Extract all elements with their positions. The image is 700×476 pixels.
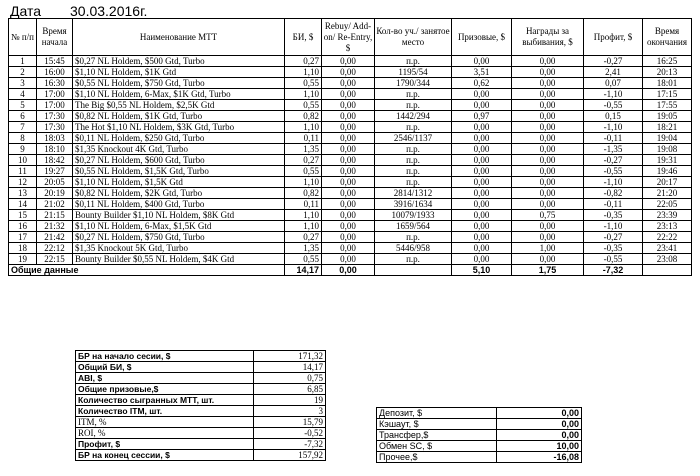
row-bounty: 0,00 [512, 254, 584, 265]
row-place: 2814/1312 [375, 188, 452, 199]
row-profit: -0,11 [584, 199, 643, 210]
row-end: 20:17 [643, 177, 692, 188]
row-profit: -0,35 [584, 243, 643, 254]
row-name: $0,11 NL Holdem, $400 Gtd, Turbo [73, 199, 285, 210]
table-row [9, 199, 692, 210]
table-row [9, 243, 692, 254]
row-profit: 2,41 [584, 67, 643, 78]
row-prize: 0,00 [452, 199, 512, 210]
table-row [9, 155, 692, 166]
row-profit: -0,27 [584, 232, 643, 243]
summary-value: 15,79 [254, 417, 326, 428]
row-bounty: 0,00 [512, 199, 584, 210]
row-rebuy: 0,00 [322, 144, 375, 155]
row-end: 20:13 [643, 67, 692, 78]
row-profit: -1,35 [584, 144, 643, 155]
cashflow-key: Кэшаут, $ [377, 419, 497, 430]
summary-value: 14,17 [254, 362, 326, 373]
summary-row [76, 450, 326, 461]
row-num: 4 [9, 89, 37, 100]
row-end: 19:08 [643, 144, 692, 155]
totals-row [9, 265, 692, 276]
row-name: The Big $0,55 NL Holdem, $2,5K Gtd [73, 100, 285, 111]
row-name: $0,27 NL Holdem, $750 Gtd, Turbo [73, 232, 285, 243]
header-bounty: Награды за выбивания, $ [512, 19, 584, 56]
row-num: 9 [9, 144, 37, 155]
row-prize: 0,00 [452, 232, 512, 243]
row-bounty: 0,00 [512, 111, 584, 122]
row-bi: 0,27 [285, 56, 322, 67]
row-end: 18:01 [643, 78, 692, 89]
row-prize: 0,00 [452, 133, 512, 144]
row-prize: 0,00 [452, 155, 512, 166]
row-name: $1,10 NL Holdem, $1,5K Gtd [73, 177, 285, 188]
row-rebuy: 0,00 [322, 254, 375, 265]
row-end: 22:22 [643, 232, 692, 243]
row-num: 6 [9, 111, 37, 122]
row-rebuy: 0,00 [322, 199, 375, 210]
row-bounty: 0,00 [512, 56, 584, 67]
summary-table [75, 350, 326, 461]
row-bi: 1,10 [285, 89, 322, 100]
table-row [9, 56, 692, 67]
row-bounty: 0,00 [512, 78, 584, 89]
row-bounty: 0,00 [512, 133, 584, 144]
row-bounty: 0,00 [512, 166, 584, 177]
row-rebuy: 0,00 [322, 243, 375, 254]
row-end: 21:20 [643, 188, 692, 199]
row-bounty: 1,00 [512, 243, 584, 254]
row-profit: 0,15 [584, 111, 643, 122]
row-place: п.р. [375, 166, 452, 177]
row-num: 19 [9, 254, 37, 265]
header-profit: Профит, $ [584, 19, 643, 56]
row-rebuy: 0,00 [322, 89, 375, 100]
row-rebuy: 0,00 [322, 100, 375, 111]
row-time: 21:42 [37, 232, 73, 243]
header-time: Время начала [37, 19, 73, 56]
table-row [9, 133, 692, 144]
row-bi: 1,10 [285, 177, 322, 188]
row-bi: 0,82 [285, 188, 322, 199]
header-name: Наименование МТТ [73, 19, 285, 56]
summary-value: -0,52 [254, 428, 326, 439]
row-time: 18:03 [37, 133, 73, 144]
row-profit: -0,11 [584, 133, 643, 144]
row-prize: 3,51 [452, 67, 512, 78]
row-time: 20:19 [37, 188, 73, 199]
row-rebuy: 0,00 [322, 155, 375, 166]
row-profit: 0,07 [584, 78, 643, 89]
summary-row [76, 406, 326, 417]
row-name: $0,82 NL Holdem, $1K Gtd, Turbo [73, 111, 285, 122]
row-end: 19:05 [643, 111, 692, 122]
row-bi: 1,10 [285, 210, 322, 221]
row-name: $0,55 NL Holdem, $750 Gtd, Turbo [73, 78, 285, 89]
row-num: 16 [9, 221, 37, 232]
row-prize: 0,00 [452, 122, 512, 133]
header-num: № п/п [9, 19, 37, 56]
row-bi: 1,10 [285, 122, 322, 133]
table-row [9, 100, 692, 111]
row-place: 3916/1634 [375, 199, 452, 210]
row-time: 21:15 [37, 210, 73, 221]
summary-row [76, 362, 326, 373]
row-time: 17:30 [37, 122, 73, 133]
row-num: 3 [9, 78, 37, 89]
row-bi: 0,55 [285, 100, 322, 111]
row-time: 20:05 [37, 177, 73, 188]
header-end: Время окончания [643, 19, 692, 56]
row-place: п.р. [375, 155, 452, 166]
cashflow-key: Обмен SC, $ [377, 441, 497, 452]
row-num: 12 [9, 177, 37, 188]
summary-row [76, 439, 326, 450]
row-place: 5446/958 [375, 243, 452, 254]
row-name: The Hot $1,10 NL Holdem, $3K Gtd, Turbo [73, 122, 285, 133]
row-bounty: 0,00 [512, 67, 584, 78]
row-place: 1790/344 [375, 78, 452, 89]
table-row [9, 67, 692, 78]
row-profit: -1,10 [584, 177, 643, 188]
row-num: 14 [9, 199, 37, 210]
row-end: 17:15 [643, 89, 692, 100]
row-profit: -1,10 [584, 89, 643, 100]
row-end: 23:41 [643, 243, 692, 254]
row-end: 19:31 [643, 155, 692, 166]
header-place: Кол-во уч./ занятое место [375, 19, 452, 56]
row-rebuy: 0,00 [322, 221, 375, 232]
row-end: 17:55 [643, 100, 692, 111]
row-time: 19:27 [37, 166, 73, 177]
row-place: п.р. [375, 89, 452, 100]
row-place: п.р. [375, 144, 452, 155]
row-time: 22:12 [37, 243, 73, 254]
row-num: 11 [9, 166, 37, 177]
row-bounty: 0,00 [512, 100, 584, 111]
row-profit: -0,55 [584, 100, 643, 111]
header-bi: БИ, $ [285, 19, 322, 56]
row-bi: 1,35 [285, 243, 322, 254]
row-time: 16:00 [37, 67, 73, 78]
row-rebuy: 0,00 [322, 166, 375, 177]
totals-end [643, 265, 692, 276]
row-num: 10 [9, 155, 37, 166]
row-prize: 0,00 [452, 89, 512, 100]
row-profit: -0,82 [584, 188, 643, 199]
cashflow-row [377, 419, 582, 430]
summary-value: 6,85 [254, 384, 326, 395]
table-row [9, 144, 692, 155]
cashflow-key: Прочее,$ [377, 452, 497, 463]
table-row [9, 210, 692, 221]
row-rebuy: 0,00 [322, 210, 375, 221]
table-row [9, 166, 692, 177]
row-time: 18:10 [37, 144, 73, 155]
row-rebuy: 0,00 [322, 111, 375, 122]
tournament-table [8, 18, 692, 276]
row-rebuy: 0,00 [322, 188, 375, 199]
row-prize: 0,97 [452, 111, 512, 122]
table-row [9, 89, 692, 100]
row-num: 18 [9, 243, 37, 254]
row-num: 2 [9, 67, 37, 78]
summary-row [76, 417, 326, 428]
row-place: п.р. [375, 122, 452, 133]
row-num: 17 [9, 232, 37, 243]
cashflow-row [377, 430, 582, 441]
row-place: п.р. [375, 56, 452, 67]
row-name: Bounty Builder $0,55 NL Holdem, $4K Gtd [73, 254, 285, 265]
summary-key: Общие призовые,$ [76, 384, 254, 395]
header-prize: Призовые, $ [452, 19, 512, 56]
summary-row [76, 351, 326, 362]
row-time: 17:00 [37, 100, 73, 111]
row-place: п.р. [375, 100, 452, 111]
row-rebuy: 0,00 [322, 78, 375, 89]
row-bounty: 0,00 [512, 232, 584, 243]
row-prize: 0,00 [452, 166, 512, 177]
row-bi: 0,27 [285, 155, 322, 166]
row-place: 1659/564 [375, 221, 452, 232]
table-row [9, 177, 692, 188]
summary-key: ITM, % [76, 417, 254, 428]
row-bounty: 0,75 [512, 210, 584, 221]
row-bi: 0,55 [285, 254, 322, 265]
row-bounty: 0,00 [512, 89, 584, 100]
summary-row [76, 373, 326, 384]
totals-label: Общие данные [9, 265, 285, 276]
row-end: 22:05 [643, 199, 692, 210]
cashflow-key: Трансфер,$ [377, 430, 497, 441]
row-end: 23:39 [643, 210, 692, 221]
row-name: $0,11 NL Holdem, $250 Gtd, Turbo [73, 133, 285, 144]
row-time: 21:02 [37, 199, 73, 210]
summary-key: Общий БИ, $ [76, 362, 254, 373]
summary-value: 0,75 [254, 373, 326, 384]
row-prize: 0,00 [452, 243, 512, 254]
summary-row [76, 428, 326, 439]
row-profit: -0,35 [584, 210, 643, 221]
table-row [9, 111, 692, 122]
row-place: п.р. [375, 254, 452, 265]
row-name: $1,35 Knockout 5K Gtd, Turbo [73, 243, 285, 254]
row-rebuy: 0,00 [322, 67, 375, 78]
cashflow-value: 0,00 [497, 419, 582, 430]
row-rebuy: 0,00 [322, 122, 375, 133]
cashflow-value: 0,00 [497, 408, 582, 419]
summary-row [76, 395, 326, 406]
summary-value: 19 [254, 395, 326, 406]
row-bounty: 0,00 [512, 221, 584, 232]
row-bi: 1,10 [285, 67, 322, 78]
row-bounty: 0,00 [512, 144, 584, 155]
row-profit: -1,10 [584, 122, 643, 133]
row-prize: 0,00 [452, 56, 512, 67]
row-profit: -0,55 [584, 254, 643, 265]
row-time: 22:15 [37, 254, 73, 265]
summary-key: ABI, $ [76, 373, 254, 384]
date-row [10, 3, 147, 19]
totals-profit: -7,32 [584, 265, 643, 276]
row-name: $0,27 NL Holdem, $500 Gtd, Turbo [73, 56, 285, 67]
row-end: 16:25 [643, 56, 692, 67]
summary-key: БР на начало сесии, $ [76, 351, 254, 362]
row-bi: 0,11 [285, 133, 322, 144]
row-bounty: 0,00 [512, 188, 584, 199]
row-rebuy: 0,00 [322, 133, 375, 144]
row-place: 1442/294 [375, 111, 452, 122]
row-bounty: 0,00 [512, 122, 584, 133]
row-time: 17:00 [37, 89, 73, 100]
summary-key: БР на конец сессии, $ [76, 450, 254, 461]
table-row [9, 221, 692, 232]
cashflow-row [377, 452, 582, 463]
totals-bounty: 1,75 [512, 265, 584, 276]
row-name: $0,82 NL Holdem, $2K Gtd, Turbo [73, 188, 285, 199]
row-num: 13 [9, 188, 37, 199]
row-bi: 0,55 [285, 166, 322, 177]
row-end: 18:21 [643, 122, 692, 133]
row-prize: 0,00 [452, 254, 512, 265]
row-profit: -0,27 [584, 155, 643, 166]
header-rebuy: Rebuy/ Add-on/ Re-Entry, $ [322, 19, 375, 56]
row-bi: 0,11 [285, 199, 322, 210]
row-place: 10079/1933 [375, 210, 452, 221]
row-name: $1,10 NL Holdem, $1K Gtd [73, 67, 285, 78]
totals-prize: 5,10 [452, 265, 512, 276]
table-row [9, 232, 692, 243]
date-value: 30.03.2016г. [70, 3, 148, 19]
summary-key: ROI, % [76, 428, 254, 439]
date-label: Дата [10, 3, 42, 19]
row-end: 19:04 [643, 133, 692, 144]
row-prize: 0,62 [452, 78, 512, 89]
row-end: 19:46 [643, 166, 692, 177]
row-prize: 0,00 [452, 144, 512, 155]
table-row [9, 254, 692, 265]
row-profit: -0,55 [584, 166, 643, 177]
row-profit: -1,10 [584, 221, 643, 232]
row-profit: -0,27 [584, 56, 643, 67]
row-name: Bounty Builder $1,10 NL Holdem, $8K Gtd [73, 210, 285, 221]
row-bi: 1,10 [285, 221, 322, 232]
cashflow-row [377, 408, 582, 419]
row-prize: 0,00 [452, 100, 512, 111]
row-place: п.р. [375, 232, 452, 243]
row-bi: 0,55 [285, 78, 322, 89]
row-time: 21:32 [37, 221, 73, 232]
row-rebuy: 0,00 [322, 232, 375, 243]
summary-row [76, 384, 326, 395]
header-row [9, 19, 692, 56]
table-row [9, 122, 692, 133]
row-prize: 0,00 [452, 210, 512, 221]
summary-key: Количество сыгранных МТТ, шт. [76, 395, 254, 406]
row-rebuy: 0,00 [322, 56, 375, 67]
cashflow-value: 0,00 [497, 430, 582, 441]
row-num: 7 [9, 122, 37, 133]
cashflow-row [377, 441, 582, 452]
totals-place [375, 265, 452, 276]
row-bounty: 0,00 [512, 177, 584, 188]
row-num: 15 [9, 210, 37, 221]
row-name: $0,55 NL Holdem, $1,5K Gtd, Turbo [73, 166, 285, 177]
row-num: 1 [9, 56, 37, 67]
row-name: $1,10 NL Holdem, 6-Max, $1,5K Gtd [73, 221, 285, 232]
row-time: 17:30 [37, 111, 73, 122]
totals-rebuy: 0,00 [322, 265, 375, 276]
row-name: $1,35 Knockout 4K Gtd, Turbo [73, 144, 285, 155]
row-prize: 0,00 [452, 188, 512, 199]
table-row [9, 78, 692, 89]
cashflow-value: -16,08 [497, 452, 582, 463]
row-time: 18:42 [37, 155, 73, 166]
summary-key: Количество ITM, шт. [76, 406, 254, 417]
row-bounty: 0,00 [512, 155, 584, 166]
row-time: 15:45 [37, 56, 73, 67]
row-bi: 0,27 [285, 232, 322, 243]
summary-key: Профит, $ [76, 439, 254, 450]
cashflow-key: Депозит, $ [377, 408, 497, 419]
table-row [9, 188, 692, 199]
summary-value: 171,32 [254, 351, 326, 362]
summary-value: 3 [254, 406, 326, 417]
summary-value: 157,92 [254, 450, 326, 461]
summary-value: -7,32 [254, 439, 326, 450]
row-end: 23:08 [643, 254, 692, 265]
totals-bi: 14,17 [285, 265, 322, 276]
row-place: 1195/54 [375, 67, 452, 78]
row-bi: 0,82 [285, 111, 322, 122]
row-place: 2546/1137 [375, 133, 452, 144]
cashflow-table [376, 407, 582, 463]
row-num: 5 [9, 100, 37, 111]
row-bi: 1,35 [285, 144, 322, 155]
row-name: $1,10 NL Holdem, 6-Max, $1K Gtd, Turbo [73, 89, 285, 100]
row-rebuy: 0,00 [322, 177, 375, 188]
row-num: 8 [9, 133, 37, 144]
row-name: $0,27 NL Holdem, $600 Gtd, Turbo [73, 155, 285, 166]
cashflow-value: 10,00 [497, 441, 582, 452]
row-place: п.р. [375, 177, 452, 188]
row-prize: 0,00 [452, 221, 512, 232]
row-prize: 0,00 [452, 177, 512, 188]
row-end: 23:13 [643, 221, 692, 232]
row-time: 16:30 [37, 78, 73, 89]
